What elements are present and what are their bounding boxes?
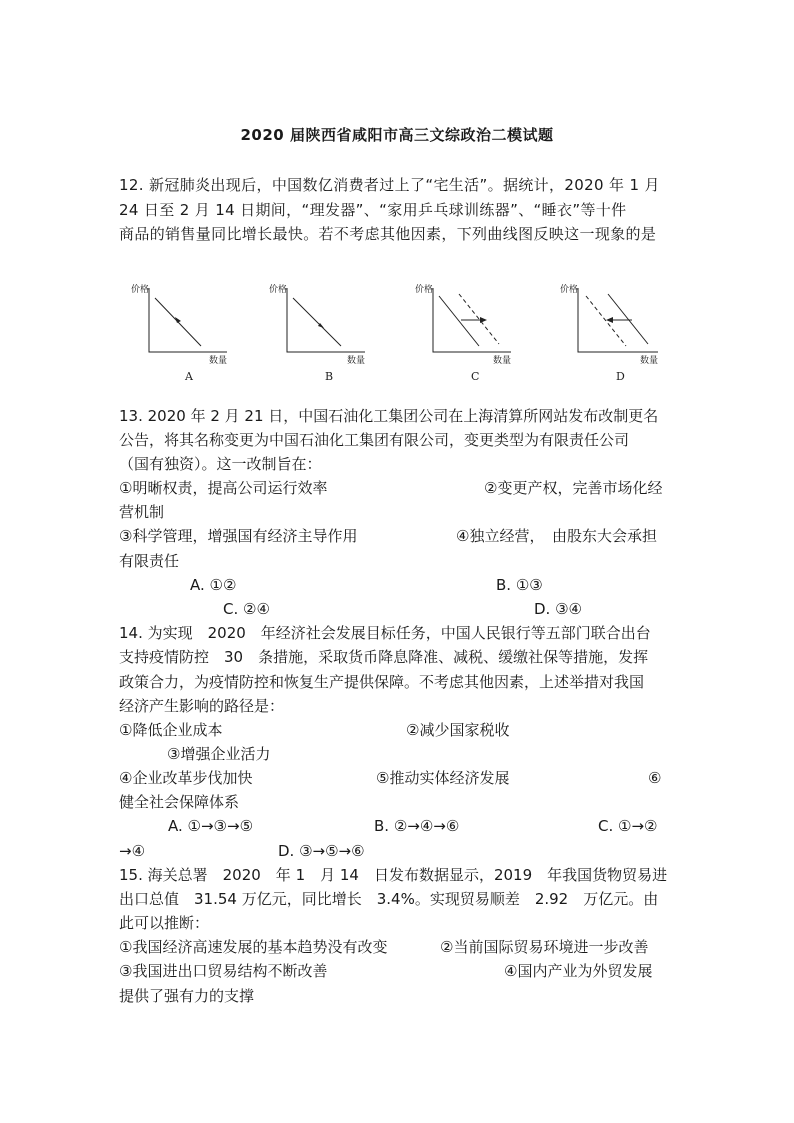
q15-item-1: ①我国经济高速发展的基本趋势没有改变 <box>119 938 388 956</box>
graph-c-original-curve <box>439 296 479 346</box>
graph-c-right-arrow-icon <box>480 317 487 323</box>
q14-choice-d[interactable]: D. ③→⑤→⑥ <box>278 842 365 860</box>
q15-item-4: ④国内产业为外贸发展 <box>504 962 653 980</box>
q15-item-3: ③我国进出口贸易结构不断改善 <box>119 962 328 980</box>
graph-a-y-label: 价格 <box>131 285 150 295</box>
q14-line-4: 经济产生影响的路径是： <box>119 697 285 715</box>
graph-b-caption: B <box>325 370 334 383</box>
graph-a-caption: A <box>185 370 193 383</box>
graph-d <box>554 280 679 385</box>
q14-line-2: 支持疫情防控 30 条措施，采取货币降息降准、减税、缓缴社保等措施，发挥 <box>119 648 649 666</box>
q14-line-3: 政策合力，为疫情防控和恢复生产提供保障。不考虑其他因素，上述举措对我国 <box>119 673 645 691</box>
q13-choice-d[interactable]: D. ③④ <box>534 600 582 618</box>
graph-d-x-label: 数量 <box>640 356 659 366</box>
q14-item-5: ⑤推动实体经济发展 <box>376 769 510 787</box>
graph-d-shifted-curve <box>586 296 626 346</box>
graph-c-y-label: 价格 <box>415 285 434 295</box>
q13-line-2: 公告，将其名称变更为中国石油化工集团有限公司，变更类型为有限责任公司 <box>119 431 630 449</box>
graph-d-original-curve <box>608 294 648 344</box>
page-title: 2020 届陕西省咸阳市高三文综政治二模试题 <box>240 126 554 144</box>
q13-choice-c[interactable]: C. ②④ <box>223 600 270 618</box>
graph-b <box>267 280 392 385</box>
q15-item-2: ②当前国际贸易环境进一步改善 <box>440 938 649 956</box>
graph-b-x-label: 数量 <box>347 356 366 366</box>
q13-line-3: （国有独资）。这一改制旨在： <box>119 455 322 473</box>
graph-c <box>409 280 534 385</box>
q13-choice-a[interactable]: A. ①② <box>190 576 237 594</box>
q13-item-3: ③科学管理，增强国有经济主导作用 <box>119 527 358 545</box>
graph-a-axes <box>149 288 227 352</box>
graph-b-demand-curve <box>293 298 341 346</box>
q13-line-1: 13. 2020 年 2 月 21 日，中国石油化工集团公司在上海清算所网站发布改制更名 <box>119 407 659 425</box>
graph-b-y-label: 价格 <box>269 285 288 295</box>
q14-item-1: ①降低企业成本 <box>119 721 223 739</box>
graph-d-caption: D <box>616 370 625 383</box>
q12-graph-options <box>119 280 679 390</box>
q12-line-1: 12. 新冠肺炎出现后，中国数亿消费者过上了“宅生活”。据统计，2020 年 1 月 <box>119 176 660 194</box>
graph-a <box>127 280 252 385</box>
q13-item-1: ①明晰权责，提高公司运行效率 <box>119 479 328 497</box>
q13-item-4: ④独立经营， 由股东大会承担 <box>456 527 657 545</box>
q13-choice-b[interactable]: B. ①③ <box>496 576 543 594</box>
q15-line-1: 15. 海关总署 2020 年 1 月 14 日发布数据显示，2019 年我国货物贸易进 <box>119 866 668 884</box>
graph-c-x-label: 数量 <box>493 356 512 366</box>
q14-item-3: ③增强企业活力 <box>167 745 271 763</box>
graph-c-shifted-curve <box>459 294 499 344</box>
q14-item-6: ⑥ <box>648 769 662 787</box>
graph-b-axes <box>287 288 365 352</box>
q14-choice-b[interactable]: B. ②→④→⑥ <box>374 817 460 835</box>
graph-d-left-arrow-icon <box>606 317 613 323</box>
q13-item-4-cont: 有限责任 <box>119 552 180 570</box>
q12-line-3: 商品的销售量同比增长最快。若不考虑其他因素，下列曲线图反映这一现象的是 <box>119 225 657 243</box>
q12-line-2: 24 日至 2 月 14 日期间，“理发器”、“家用乒乓球训练器”、“睡衣”等十件 <box>119 201 627 219</box>
q13-item-2: ②变更产权，完善市场化经 <box>484 479 663 497</box>
q14-item-6-cont: 健全社会保障体系 <box>119 793 240 811</box>
q15-item-4-cont: 提供了强有力的支撑 <box>119 987 255 1005</box>
q14-line-1: 14. 为实现 2020 年经济社会发展目标任务，中国人民银行等五部门联合出台 <box>119 624 651 642</box>
graph-c-caption: C <box>471 370 480 383</box>
graph-d-y-label: 价格 <box>560 285 579 295</box>
graph-a-x-label: 数量 <box>209 356 228 366</box>
q15-line-2: 出口总值 31.54 万亿元，同比增长 3.4%。实现贸易顺差 2.92 万亿元。由 <box>119 890 659 908</box>
q14-choice-c[interactable]: C. ①→② <box>598 817 658 835</box>
q14-item-4: ④企业改革步伐加快 <box>119 769 253 787</box>
q14-choice-c-cont[interactable]: →④ <box>119 842 146 860</box>
q14-item-2: ②减少国家税收 <box>406 721 510 739</box>
q13-item-2-cont: 营机制 <box>119 503 165 521</box>
q14-choice-a[interactable]: A. ①→③→⑤ <box>168 817 254 835</box>
q15-line-3: 此可以推断： <box>119 914 210 932</box>
